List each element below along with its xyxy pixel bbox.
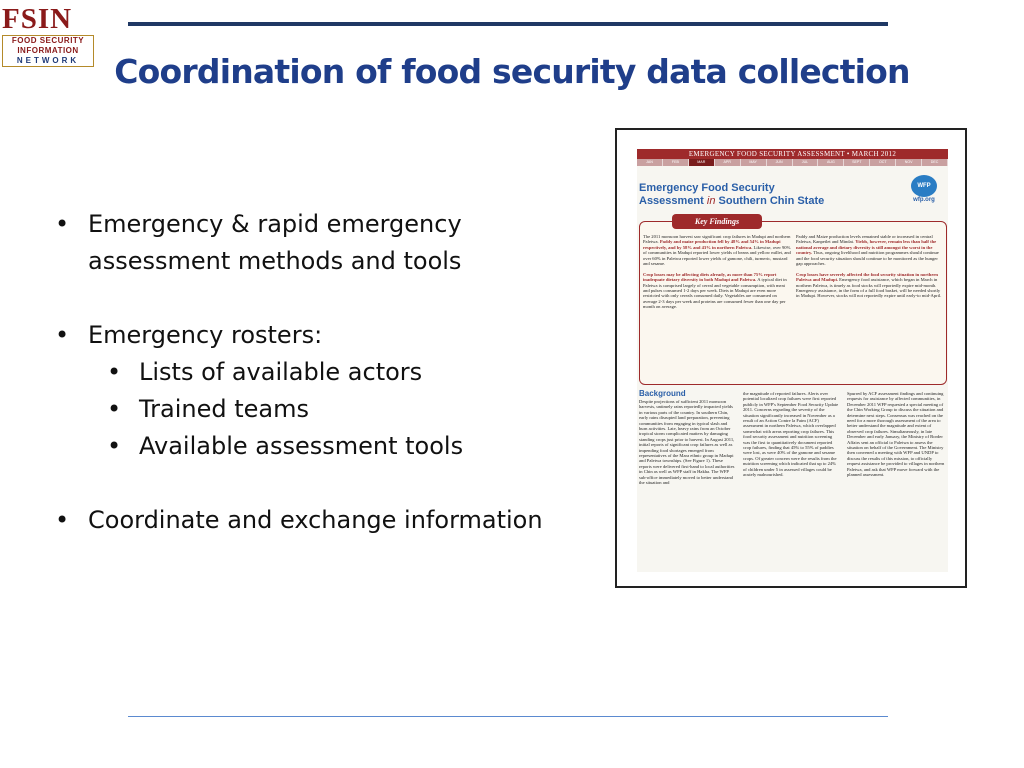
wfp-emblem-icon: WFP bbox=[911, 175, 937, 197]
month-label: AUG bbox=[818, 159, 844, 166]
bullet-text: Emergency rosters: bbox=[88, 321, 323, 349]
month-label: MAY bbox=[741, 159, 767, 166]
report-title-line-2: Assessment in Southern Chin State bbox=[639, 195, 825, 207]
month-label: MAR bbox=[689, 159, 715, 166]
bullet-text: Emergency & rapid emergency assessment methods and tools bbox=[88, 210, 462, 275]
report-header-bar: EMERGENCY FOOD SECURITY ASSESSMENT • MARCH 2012 bbox=[637, 149, 948, 159]
sub-bullet-item bbox=[107, 391, 595, 428]
slide-title: Coordination of food security data collection bbox=[114, 52, 910, 91]
sub-bullet-item bbox=[107, 428, 595, 465]
wfp-url: wfp.org bbox=[913, 197, 935, 203]
bullet-dot: • bbox=[107, 432, 122, 460]
background-col-3: Spurred by ACF assessment findings and continuing requests for assistance by affected communities, in December 2011 WFP requested a special meeting of the Chin Working Group to discuss the situation and determine next steps. Consensus was reached on the need for a more thorough assessment of the area to better understand the magnitude and extent of observed crop failures. Simultaneously, in late December and early January, the Ministry of Border Affairs sent an official to Paletwa to assess the situation on behalf of the Government. The Ministry then convened a meeting with WFP and UNDP to discuss the results of this mission, to officially request assistance be provided to villages in northern Paletwa, and ask that WFP move forward with the planned assessment. bbox=[847, 391, 945, 478]
month-label: SEPT bbox=[844, 159, 870, 166]
background-col-2: the magnitude of reported failures. Alerts over potential localized crop failures were first reported publicly in WFP's September Food Security Update 2011. Concerns regarding the severity of the situation significantly increased in November as a result of an Action Contre la Faim (ACF) assessment in northern Paletwa, which overlapped somewhat with areas reporting crop failures. This food security assessment and nutrition screening was the first to quantitatively document reported crop failures, finding that 45% to 55% of paddies were lost, as were 40% of the gamone and sesame crops. Of greater concern were the results from the nutrition screening which indicated that up to 24% of children under 5 in assessed villages could be acutely malnourished. bbox=[743, 391, 839, 478]
wfp-logo bbox=[904, 175, 944, 203]
month-label: JAN bbox=[637, 159, 663, 166]
bullet-dot: • bbox=[55, 506, 70, 534]
month-label: NOV bbox=[896, 159, 922, 166]
key-findings-box bbox=[639, 217, 947, 385]
bullet-text: Lists of available actors bbox=[139, 358, 423, 386]
report-thumbnail bbox=[615, 128, 967, 588]
key-findings-col-1: The 2011 monsoon harvest saw significant crop failures in Madupi and northern Paletwa. Paddy and maize production fell by 48% and 54% in Madupi respectively, and by 58% and 43% in northern Paletwa. Likewise, over 90% of communities in Madupi reported lower yields of beans and yellow millet, and over 60% in Paletwa reported lower yields of gamone, chili, turmeric, mustard and sesame. Crop losses may be affecting diets already, as more than 75% report inadequate dietary diversity in both Madupi and Paletwa. A typical diet in Paletwa is comprised largely of cereal and vegetable consumption, with meat and pulses consumed 1-2 days per week. Diets in Madupi are even more restricted with only cereals consumed daily. Vegetables are consumed on average 2-3 days per week and proteins are consumed fewer than one day per month on average. bbox=[643, 234, 791, 310]
logo-line-2: INFORMATION bbox=[17, 46, 79, 55]
spacer bbox=[55, 465, 595, 502]
bullet-dot: • bbox=[55, 321, 70, 349]
background-col-1: Despite projections of sufficient 2011 monsoon harvests, untimely rains reportedly impacted yields in various parts of the country. In southern Chin, early rains disrupted land preparation, preventing communities from engaging in typical slash and burn activities. Late, heavy rains from an October tropical storm complicated matters by damaging standing crops just prior to harvest. In August 2011, initial reports of significant crop failures as well as impending food shortages emerged from representatives of the Mara ethnic group in Madupi and Paletwa townships. (See Figure 1). These reports were delivered first-hand to local authorities in Chin as well as WFP staff in Hakha. The WFP sub-office immediately moved to better understand the situation and bbox=[639, 399, 735, 486]
month-label: DEC bbox=[922, 159, 948, 166]
spacer bbox=[55, 280, 595, 317]
month-label: APR bbox=[715, 159, 741, 166]
sub-bullet-item bbox=[107, 354, 595, 391]
bullet-dot: • bbox=[55, 210, 70, 238]
logo-mark: FSIN bbox=[2, 3, 73, 35]
key-findings-col-2: Paddy and Maize production levels remained stable or increased in central Paletwa, Kanpetlet and Mindat. Yields, however, remain less than half the national average and dietary diversity is still amongst the worst in the country. Thus, ongoing livelihood and nutrition programmes should continue and the food security situation should continue to be monitored as the hunger gap approaches. Crop losses have severely affected the food security situation in northern Paletwa and Madupi. Emergency food assistance, which began in March in northern Paletwa, is timely as food stocks will reportedly expire mid-month. Emergency assistance, in the form of a full food basket, will be needed shortly in Madupi. However, stocks will not reportedly expire until early-to mid-April. bbox=[796, 234, 942, 299]
month-label: OCT bbox=[870, 159, 896, 166]
bullet-dot: • bbox=[107, 358, 122, 386]
top-divider bbox=[128, 22, 888, 26]
bullet-text: Trained teams bbox=[139, 395, 309, 423]
month-label: JUN bbox=[767, 159, 793, 166]
bullet-list bbox=[55, 206, 595, 539]
logo-line-3: NETWORK bbox=[16, 56, 80, 65]
bullet-dot: • bbox=[107, 395, 122, 423]
month-strip bbox=[637, 159, 948, 166]
month-label: JUL bbox=[793, 159, 819, 166]
background-heading: Background bbox=[639, 389, 686, 398]
report-title-line-1: Emergency Food Security bbox=[639, 182, 775, 194]
report-page bbox=[637, 149, 948, 572]
month-label: FEB bbox=[663, 159, 689, 166]
bullet-text: Coordinate and exchange information bbox=[88, 506, 543, 534]
bottom-divider bbox=[128, 716, 888, 717]
bullet-text: Available assessment tools bbox=[139, 432, 464, 460]
report-title bbox=[639, 182, 824, 208]
key-findings-heading: Key Findings bbox=[672, 214, 762, 229]
bullet-item bbox=[55, 502, 595, 539]
logo-line-1: FOOD SECURITY bbox=[11, 36, 85, 45]
bullet-item bbox=[55, 206, 595, 280]
bullet-item bbox=[55, 317, 595, 354]
